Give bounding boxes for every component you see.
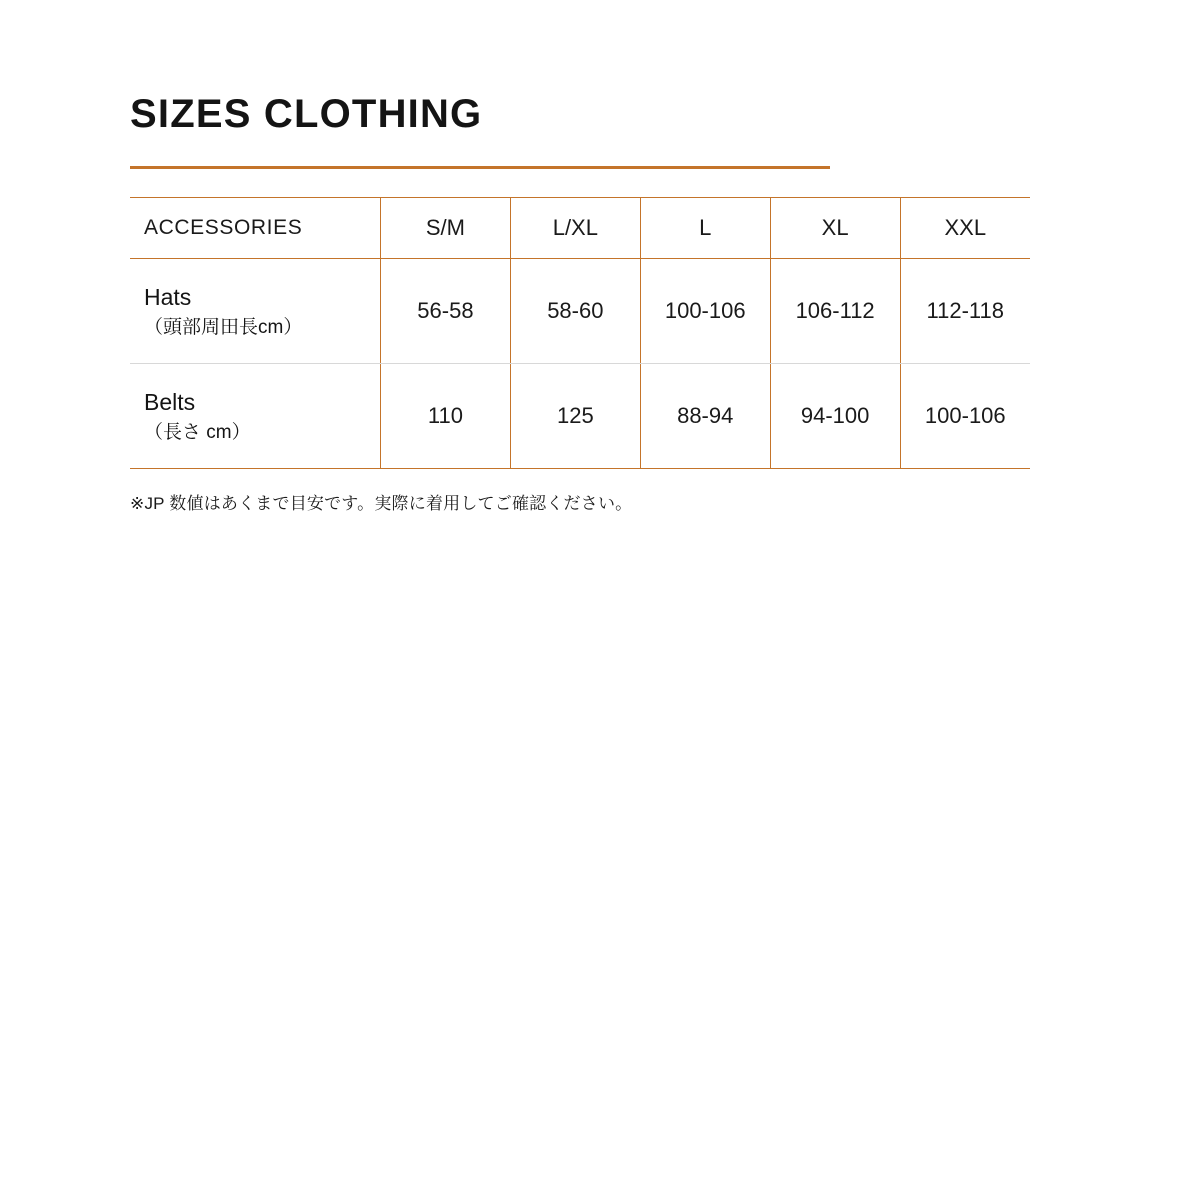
cell-hats-lxl: 58-60 xyxy=(510,259,640,364)
column-header-xxl: XXL xyxy=(900,198,1030,259)
table-row xyxy=(130,259,1030,364)
cell-belts-xl: 94-100 xyxy=(770,364,900,469)
row-name: Belts xyxy=(144,388,196,415)
table-row xyxy=(130,364,1030,469)
row-name: Hats xyxy=(144,283,192,310)
cell-belts-lxl: 125 xyxy=(510,364,640,469)
page-title: SIZES CLOTHING xyxy=(130,92,483,136)
size-chart-content xyxy=(130,90,1030,514)
table-header-row xyxy=(130,198,1030,259)
column-header-category: ACCESSORIES xyxy=(130,198,381,259)
column-header-l: L xyxy=(640,198,770,259)
cell-hats-sm: 56-58 xyxy=(381,259,511,364)
sizes-table xyxy=(130,197,1030,469)
footnote: ※JP 数値はあくまで目安です。実際に着用してご確認ください。 xyxy=(130,494,633,513)
cell-belts-l: 88-94 xyxy=(640,364,770,469)
cell-belts-sm: 110 xyxy=(381,364,511,469)
cell-hats-xl: 106-112 xyxy=(770,259,900,364)
cell-hats-xxl: 112-118 xyxy=(900,259,1030,364)
column-header-xl: XL xyxy=(770,198,900,259)
cell-belts-xxl: 100-106 xyxy=(900,364,1030,469)
cell-hats-l: 100-106 xyxy=(640,259,770,364)
title-divider xyxy=(130,166,830,169)
row-label-hats xyxy=(130,259,381,364)
column-header-lxl: L/XL xyxy=(510,198,640,259)
row-sublabel: （頭部周田長cm） xyxy=(144,316,303,338)
row-label-belts xyxy=(130,364,381,469)
column-header-sm: S/M xyxy=(381,198,511,259)
row-sublabel: （長さ cm） xyxy=(144,421,251,443)
